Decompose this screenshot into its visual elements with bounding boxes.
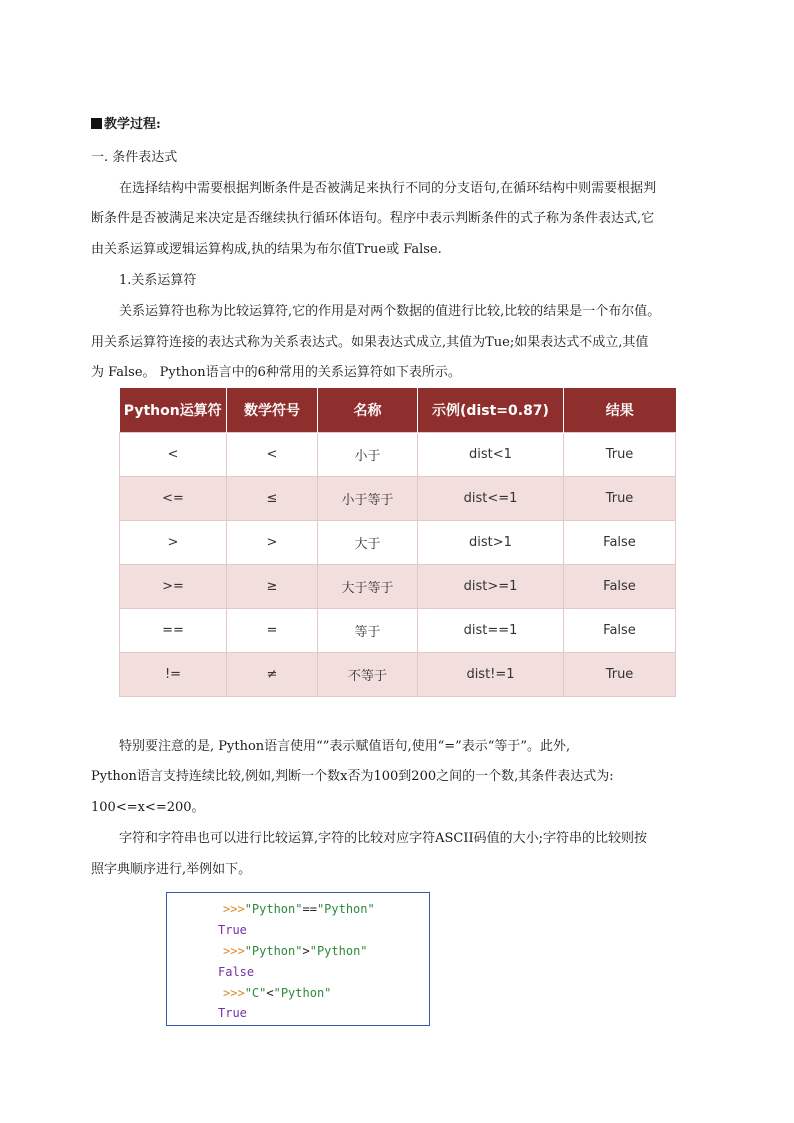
paragraph-line: 照字典顺序进行,举例如下。 (91, 862, 252, 877)
paragraph-line: 关系运算符也称为比较运算符,它的作用是对两个数据的值进行比较,比较的结果是一个布尔值。 (119, 304, 661, 319)
cell-result: False (564, 609, 676, 653)
cell-operator: <= (120, 477, 227, 521)
table-row (120, 521, 676, 565)
cell-math-symbol: = (227, 609, 318, 653)
section-heading: 教学过程: (91, 116, 161, 133)
cell-result: True (564, 433, 676, 477)
code-line: >>>"Python"=="Python" (223, 902, 375, 916)
paragraph-line: 断条件是否被满足来决定是否继续执行循环体语句。程序中表示判断条件的式子称为条件表达式,它 (91, 211, 655, 226)
cell-result: False (564, 521, 676, 565)
header-result: 结果 (564, 388, 676, 433)
cell-math-symbol: < (227, 433, 318, 477)
cell-example: dist<1 (418, 433, 564, 477)
paragraph-line: 100<=x<=200。 (91, 800, 205, 815)
paragraph-line: Python语言支持连续比较,例如,判断一个数x否为100到200之间的一个数,其条件表达式为: (91, 769, 614, 784)
item-title: 1.关系运算符 (119, 273, 197, 288)
header-example: 示例(dist=0.87) (418, 388, 564, 433)
cell-name: 大于等于 (318, 565, 418, 609)
code-result: True (218, 923, 247, 937)
cell-example: dist==1 (418, 609, 564, 653)
table-row (120, 565, 676, 609)
paragraph-line: 用关系运算符连接的表达式称为关系表达式。如果表达式成立,其值为Tue;如果表达式不成立,其值 (91, 335, 649, 350)
cell-name: 小于 (318, 433, 418, 477)
paragraph-line: 特别要注意的是, Python语言使用“”表示赋值语句,使用“=”表示“等于”。此外, (119, 739, 571, 754)
cell-math-symbol: ≤ (227, 477, 318, 521)
cell-name: 等于 (318, 609, 418, 653)
table-header-row (120, 388, 676, 433)
cell-math-symbol: ≠ (227, 653, 318, 697)
cell-example: dist>1 (418, 521, 564, 565)
code-line: >>>"Python">"Python" (223, 944, 368, 958)
code-result: False (218, 965, 255, 979)
table-row (120, 609, 676, 653)
table-row (120, 653, 676, 697)
paragraph-line: 由关系运算或逻辑运算构成,执的结果为布尔值True或 False. (91, 242, 442, 257)
code-line: >>>"C"<"Python" (223, 986, 332, 1000)
cell-operator: >= (120, 565, 227, 609)
code-result: True (218, 1006, 247, 1020)
cell-example: dist!=1 (418, 653, 564, 697)
paragraph-line: 为 False。 Python语言中的6种常用的关系运算符如下表所示。 (91, 365, 461, 380)
cell-result: True (564, 653, 676, 697)
cell-operator: == (120, 609, 227, 653)
cell-name: 大于 (318, 521, 418, 565)
cell-operator: != (120, 653, 227, 697)
table-row (120, 433, 676, 477)
cell-example: dist<=1 (418, 477, 564, 521)
paragraph-line: 字符和字符串也可以进行比较运算,字符的比较对应字符ASCII码值的大小;字符串的比较则按 (119, 831, 648, 846)
cell-operator: < (120, 433, 227, 477)
square-bullet-icon (91, 118, 102, 129)
cell-result: True (564, 477, 676, 521)
cell-name: 不等于 (318, 653, 418, 697)
table-row (120, 477, 676, 521)
cell-example: dist>=1 (418, 565, 564, 609)
code-example-box (166, 892, 430, 1026)
header-python-operator: Python运算符 (120, 388, 227, 433)
cell-name: 小于等于 (318, 477, 418, 521)
cell-math-symbol: ≥ (227, 565, 318, 609)
cell-operator: > (120, 521, 227, 565)
relational-operators-table (119, 388, 676, 697)
header-math-symbol: 数学符号 (227, 388, 318, 433)
paragraph-line: 在选择结构中需要根据判断条件是否被满足来执行不同的分支语句,在循环结构中则需要根据判 (119, 181, 657, 196)
header-name: 名称 (318, 388, 418, 433)
subsection-title: 一. 条件表达式 (91, 150, 178, 165)
cell-result: False (564, 565, 676, 609)
cell-math-symbol: > (227, 521, 318, 565)
